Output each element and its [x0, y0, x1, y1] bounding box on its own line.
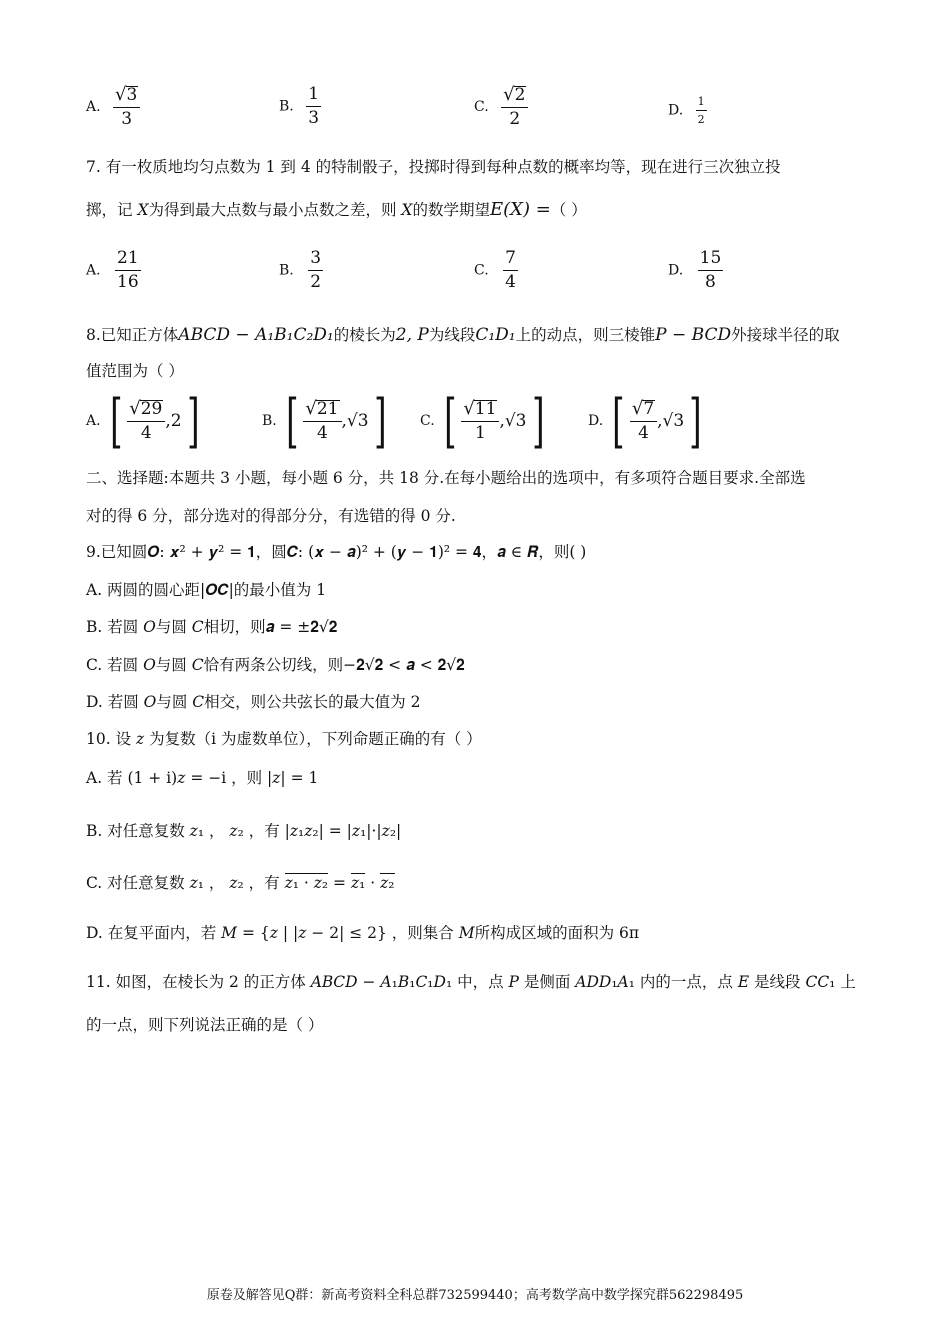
q8-stem-line1: 8.已知正方体ABCD − A₁B₁C₂D₁的棱长为2, P为线段C₁D₁上的动点，则三棱锥P − BCD外接球半径的取 [86, 325, 840, 345]
section2-intro-line2: 对的得 6 分，部分选对的得部分分，有选错的得 0 分. [86, 507, 456, 525]
q10-option-a: A. 若 (1 + i)𝑧 = −i ，则 |𝑧| = 1 [86, 769, 319, 787]
q6-option-c: C. $\frac{√2}{2}$ [474, 86, 528, 128]
q10-option-d: D. 在复平面内，若 𝑀 = {𝑧 | |𝑧 − 2| ≤ 2} ，则集合 𝑀所构成区域的面积为 6π [86, 924, 640, 942]
q8-option-c: C. [ $\frac{√11}{1}$ ,√3 ] [420, 387, 545, 455]
q7-option-d: D. $\frac{15}{8}$ [668, 248, 722, 292]
q7-stem-line2: 掷，记 X为得到最大点数与最小点数之差，则 X的数学期望E(X) =（ ） [86, 199, 587, 220]
q9-option-b: B. 若圆 𝑂与圆 𝐶相切，则𝒂 = ±𝟐√𝟐 [86, 618, 338, 636]
q6-option-d: D. $\frac{1}{2}$ [668, 95, 705, 126]
q6-option-b: B. $\frac{1}{3}$ [279, 84, 320, 128]
q9-stem: 9.已知圆𝑶: 𝒙² + 𝒚² = 𝟏，圆𝑪: (𝒙 − 𝒂)² + (𝒚 − 𝟏)² = 𝟒，𝒂 ∈ 𝑹，则( ) [86, 543, 587, 561]
q6-option-a: A. $\frac{√3}{3}$ [86, 86, 140, 128]
q7-option-a: A. $\frac{21}{16}$ [86, 248, 139, 292]
q7-stem-line1: 7. 有一枚质地均匀点数为 1 到 4 的特制骰子，投掷时得到每种点数的概率均等，现在进行三次独立投 [86, 158, 781, 176]
section2-intro-line1: 二、选择题:本题共 3 小题，每小题 6 分，共 18 分.在每小题给出的选项中，有多项符合题目要求.全部选 [86, 469, 806, 487]
q11-stem-line2: 的一点，则下列说法正确的是（ ） [86, 1016, 324, 1034]
q10-option-c: C. 对任意复数 𝑧₁ ， 𝑧₂ ，有 𝑧₁ · 𝑧₂ = 𝑧₁ · 𝑧₂ [86, 874, 395, 892]
q8-option-a: A. [ $\frac{√29}{4}$ ,2 ] [86, 387, 200, 455]
q9-option-c: C. 若圆 𝑂与圆 𝐶恰有两条公切线，则−𝟐√𝟐 < 𝒂 < 𝟐√𝟐 [86, 656, 465, 674]
q11-stem-line1: 11. 如图，在棱长为 2 的正方体 𝐴𝐵𝐶𝐷 − 𝐴₁𝐵₁𝐶₁𝐷₁ 中，点 𝑃 是侧面 𝐴𝐷𝐷₁𝐴₁ 内的一点，点 𝐸 是线段 𝐶𝐶₁ 上 [86, 973, 856, 991]
q10-stem: 10. 设 𝑧 为复数（i 为虚数单位），下列命题正确的有（ ） [86, 730, 482, 748]
q10-option-b: B. 对任意复数 𝑧₁ ， 𝑧₂ ，有 |𝑧₁𝑧₂| = |𝑧₁|·|𝑧₂| [86, 822, 402, 840]
page-footer: 原卷及解答见Q群：新高考资料全科总群732599440；高考数学高中数学探究群562298495 [206, 1288, 744, 1303]
q8-stem-line2: 值范围为（ ） [86, 362, 184, 380]
q8-option-d: D. [ $\frac{√7}{4}$ ,√3 ] [588, 387, 702, 455]
q9-option-d: D. 若圆 𝑂与圆 𝐶相交，则公共弦长的最大值为 2 [86, 693, 421, 711]
q7-option-b: B. $\frac{3}{2}$ [279, 248, 322, 292]
q9-option-a: A. 两圆的圆心距|𝑶𝑪|的最小值为 1 [86, 581, 327, 599]
q8-option-b: B. [ $\frac{√21}{4}$ ,√3 ] [262, 387, 387, 455]
q7-option-c: C. $\frac{7}{4}$ [474, 248, 516, 292]
